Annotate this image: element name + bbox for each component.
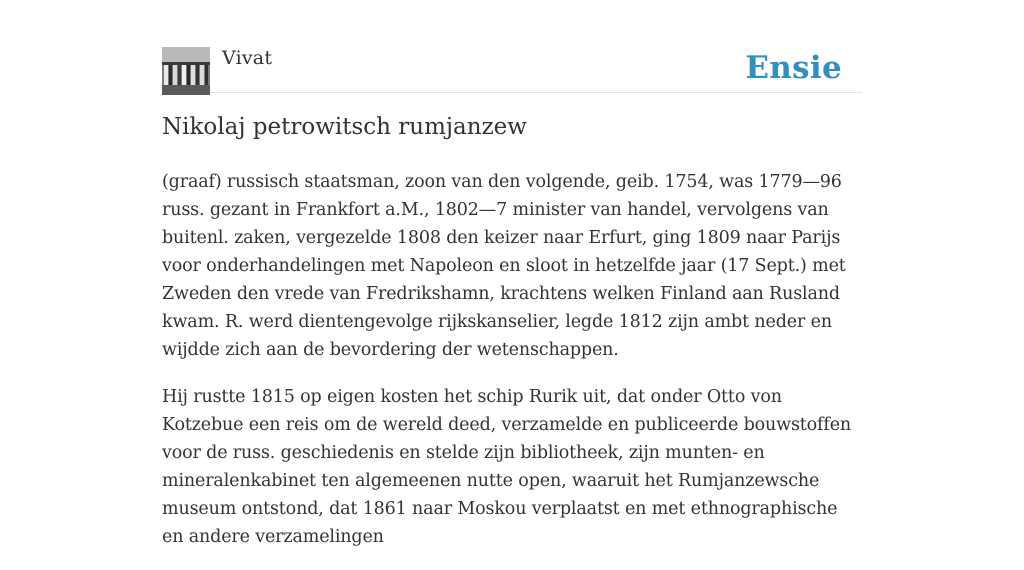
article-title: Nikolaj petrowitsch rumjanzew [162, 114, 527, 140]
article-body [162, 168, 862, 570]
site-header [162, 46, 862, 93]
article-paragraph: Hij rustte 1815 op eigen kosten het schip Rurik uit, dat onder Otto von Kotzebue een reis om de wereld deed, verzamelde en publiceerde bouwstoffen voor de russ. geschiedenis en stelde zijn bibliotheek, zijn munten- en mineralenkabinet ten algemeenen nutte open, waaruit het Rumjanzewsche museum ontstond, dat 1861 naar Moskou verplaatst en met ethnographische en andere verzamelingen [162, 387, 852, 547]
article-paragraph: (graaf) russisch staatsman, zoon van den volgende, geib. 1754, was 1779—96 russ. gezant in Frankfort a.M., 1802—7 minister van handel, vervolgens van buitenl. zaken, vergezelde 1808 den keizer naar Erfurt, ging 1809 naar Parijs voor onderhandelingen met Napoleon en sloot in hetzelfde jaar (17 Sept.) met Zweden den vrede van Fredrikshamn, krachtens welken Finland aan Rusland kwam. R. werd dientengevolge rijkskanselier, legde 1812 zijn ambt neder en wijdde zich aan de bevordering der wetenschappen. [162, 172, 846, 360]
bookshelf-image [162, 47, 210, 95]
author-link[interactable]: Vivat [222, 47, 273, 69]
ensie-logo[interactable]: Ensie [745, 50, 842, 86]
author-avatar[interactable] [162, 47, 210, 95]
